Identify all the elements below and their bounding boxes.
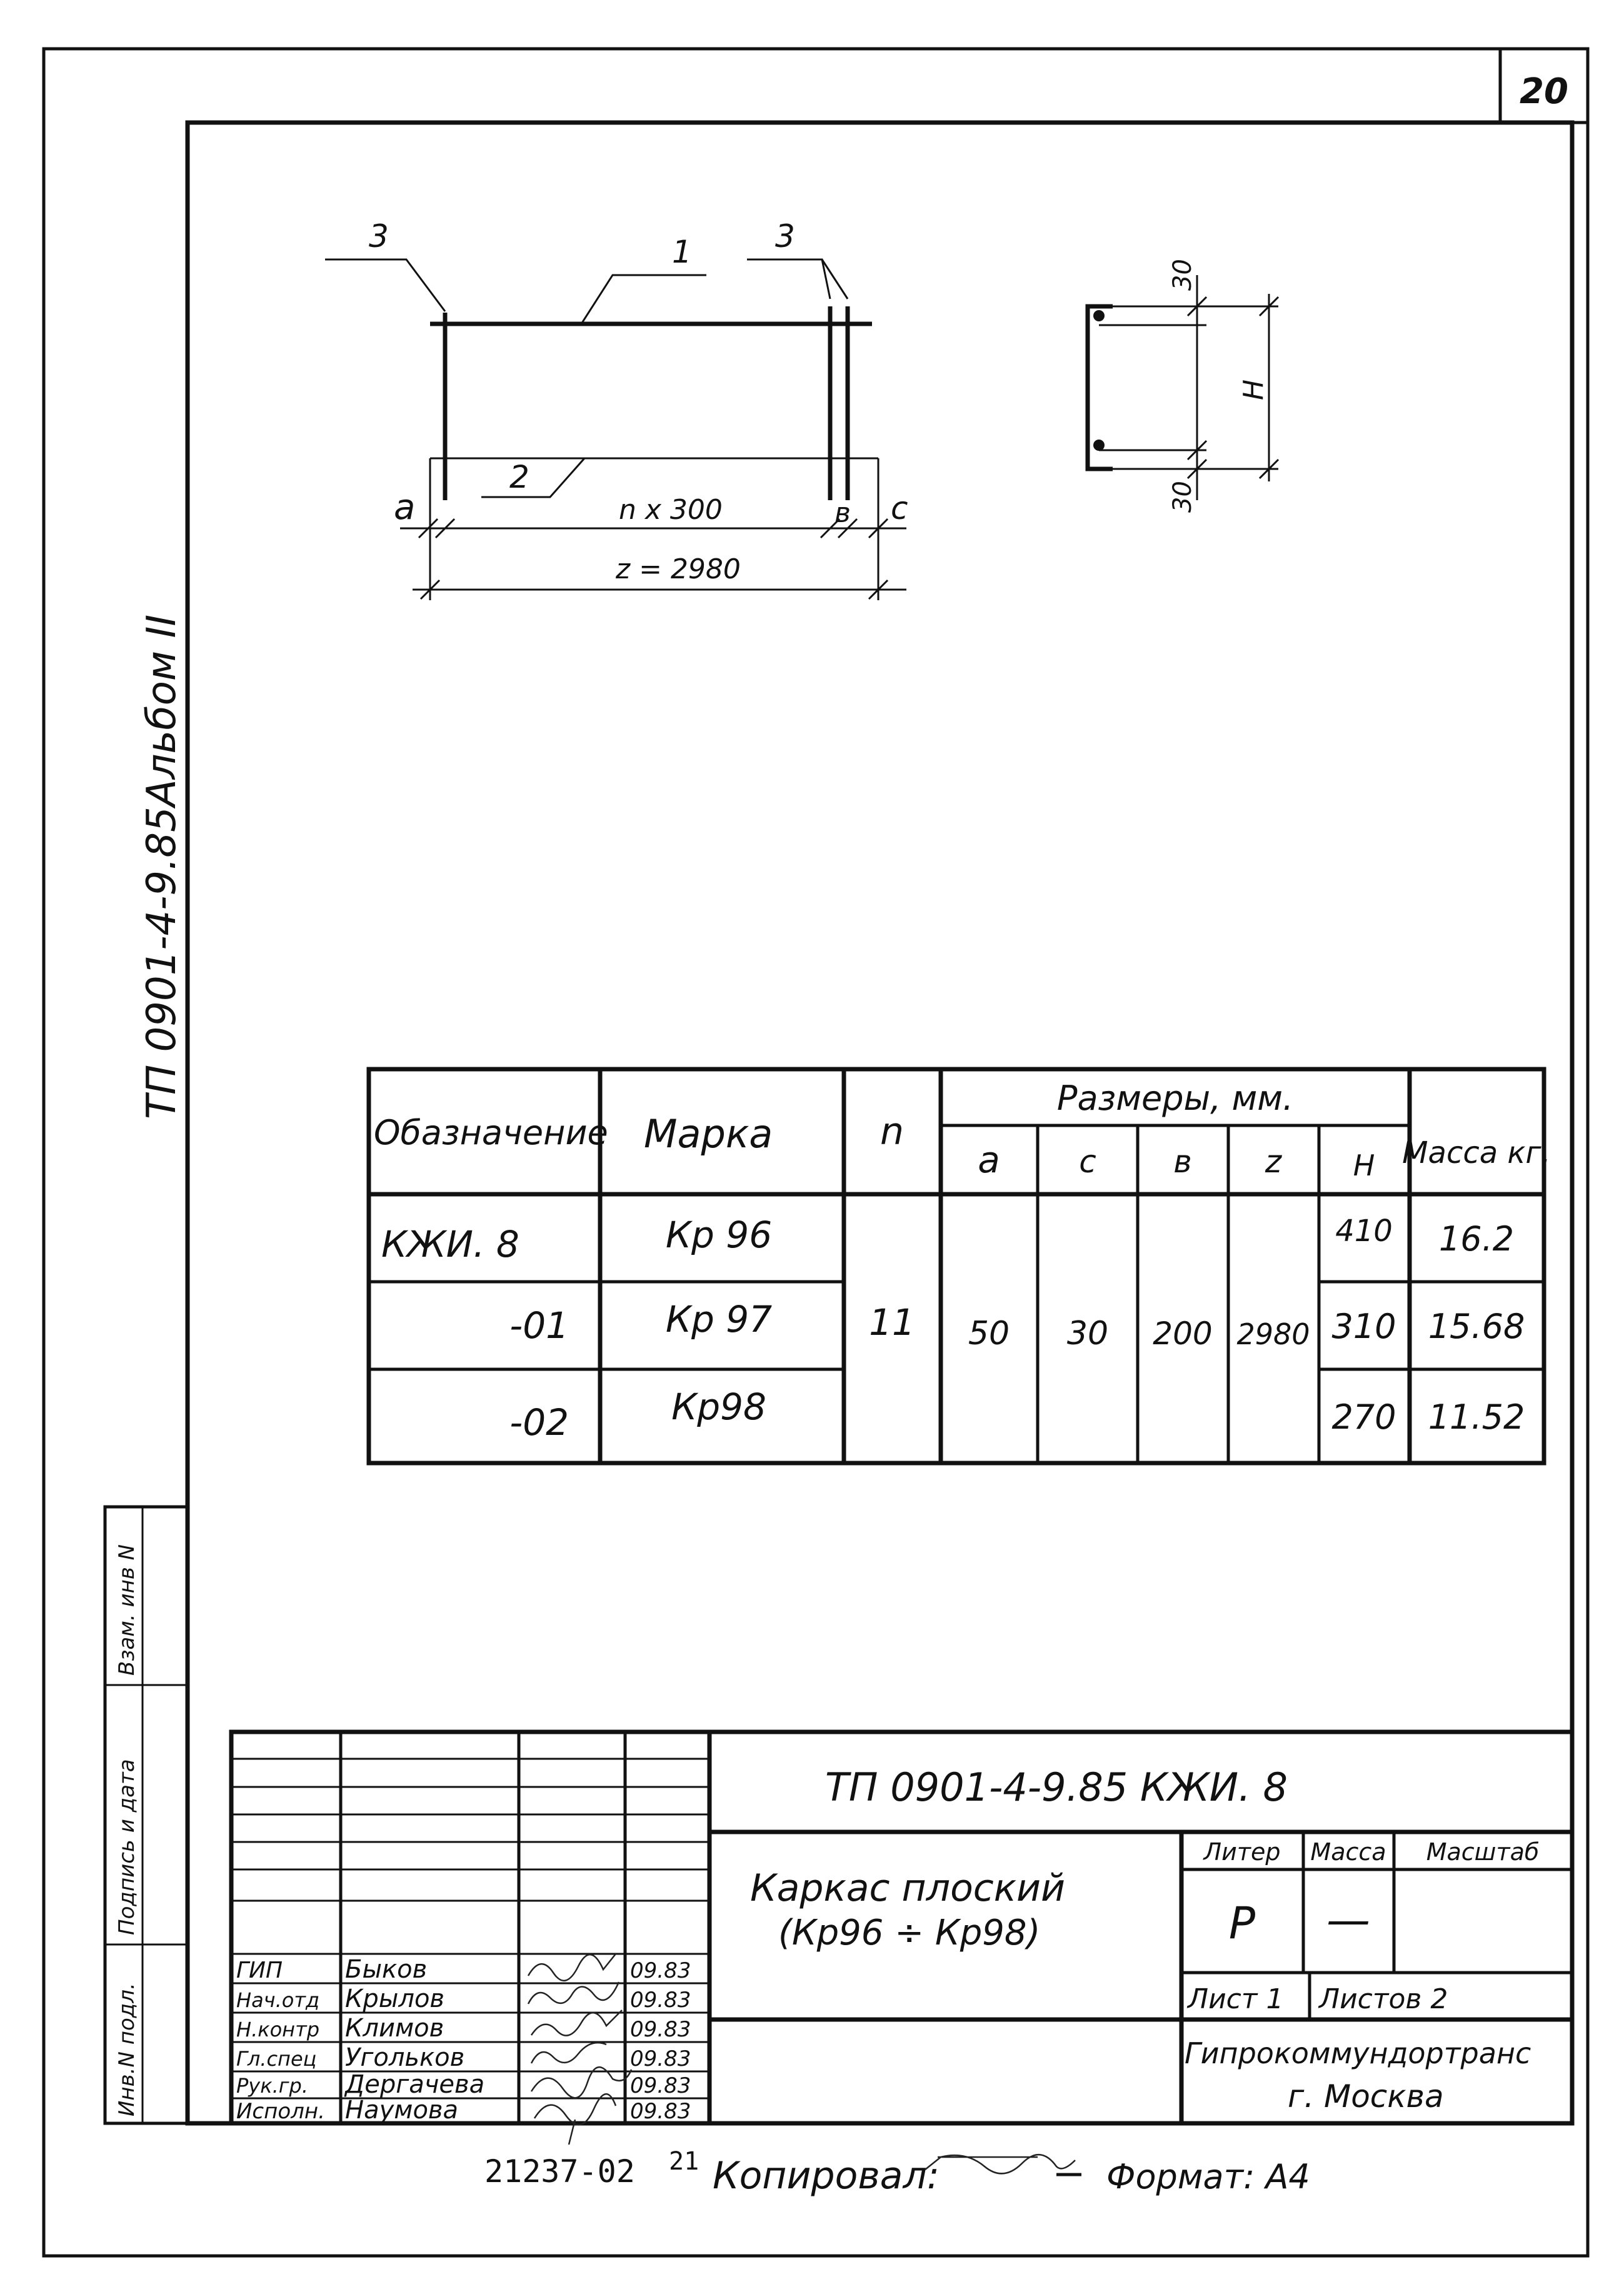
callout-3-right: 3: [775, 218, 795, 254]
row1-mark: Кр 96: [665, 1214, 773, 1256]
callout-2: 2: [509, 459, 529, 495]
staff-role-1: ГИП: [236, 1958, 283, 1983]
th-n: n: [880, 1110, 905, 1154]
sign-label: Подпись и дата: [114, 1759, 139, 1935]
mass-label: Масса: [1310, 1838, 1386, 1866]
staff-role-6: Исполн.: [236, 2099, 325, 2124]
org-line2: г. Москва: [1288, 2078, 1444, 2115]
th-designation: Обазначение: [374, 1113, 608, 1152]
row1-mass: 16.2: [1438, 1219, 1515, 1259]
frame-elevation: [325, 259, 906, 600]
staff-date-6: 09.83: [630, 2099, 691, 2124]
dim-total-label: z = 2980: [616, 553, 741, 585]
replace-label: Взам. инв N: [114, 1544, 139, 1676]
staff-name-5: Дергачева: [345, 2070, 485, 2099]
row3-designation: -02: [509, 1401, 569, 1444]
staff-role-3: Н.контр: [236, 2018, 320, 2041]
row1-designation: КЖИ. 8: [381, 1223, 519, 1265]
shared-c: 30: [1066, 1315, 1109, 1352]
row2-mark: Кр 97: [665, 1298, 773, 1341]
dim-c-label: c: [891, 490, 908, 526]
row2-designation: -01: [509, 1304, 569, 1347]
staff-name-1: Быков: [345, 1955, 428, 1984]
staff-date-3: 09.83: [630, 2017, 691, 2042]
staff-date-5: 09.83: [630, 2073, 691, 2098]
th-c: c: [1079, 1144, 1096, 1180]
staff-date-1: 09.83: [630, 1958, 691, 1983]
row2-mass: 15.68: [1428, 1307, 1525, 1346]
format-label: Формат: А4: [1106, 2157, 1310, 2196]
staff-role-4: Гл.спец: [236, 2047, 317, 2071]
dim-n300-label: n x 300: [619, 494, 723, 526]
th-mass: Масса кг.: [1402, 1135, 1551, 1170]
th-dimensions: Размеры, мм.: [1056, 1079, 1294, 1118]
side-stamp: [105, 1507, 188, 2123]
row2-h: 310: [1331, 1307, 1396, 1346]
th-mark: Марка: [644, 1111, 773, 1157]
doc-name-line2: (Кр96 ÷ Кр98): [778, 1913, 1041, 1953]
shared-n: 11: [869, 1301, 915, 1344]
staff-name-2: Крылов: [345, 1985, 444, 2013]
row3-mark: Кр98: [671, 1386, 766, 1428]
scale-label: Масштаб: [1426, 1838, 1540, 1866]
row1-h: 410: [1335, 1214, 1393, 1249]
side-title: ТП 0901-4-9.85Альбом II: [139, 614, 185, 1119]
page-ref: 21: [669, 2147, 699, 2176]
doc-name-line1: Каркас плоский: [750, 1866, 1066, 1910]
inv-label: Инв.N подл.: [114, 1983, 139, 2116]
org-line1: Гипрокоммундортранс: [1185, 2036, 1531, 2070]
liter-label: Литер: [1203, 1838, 1281, 1866]
section-top-dim: 30: [1168, 259, 1197, 291]
callout-3-left: 3: [369, 218, 389, 254]
th-a: a: [978, 1139, 1000, 1181]
section-h-dim: H: [1238, 379, 1270, 400]
section-bottom-dim: 30: [1168, 481, 1197, 513]
row3-mass: 11.52: [1428, 1397, 1525, 1437]
staff-date-4: 09.83: [630, 2046, 691, 2071]
shared-a: 50: [968, 1315, 1010, 1352]
row3-h: 270: [1331, 1397, 1396, 1437]
th-b: в: [1173, 1144, 1192, 1180]
th-h: H: [1353, 1149, 1375, 1182]
copied-by-label: Копировал:: [713, 2154, 940, 2198]
stamp-number: 21237-02: [484, 2153, 635, 2190]
dim-a-label: a: [394, 487, 416, 528]
doc-code: ТП 0901-4-9.85 КЖИ. 8: [825, 1764, 1288, 1810]
staff-date-2: 09.83: [630, 1988, 691, 2013]
staff-name-3: Климов: [345, 2014, 444, 2043]
staff-role-2: Нач.отд: [236, 1988, 320, 2012]
sheets-label: Листов 2: [1319, 1983, 1448, 2015]
sheet-label: Лист 1: [1188, 1983, 1284, 2015]
staff-name-6: Наумова: [345, 2096, 458, 2125]
copier-signature: [925, 2155, 1075, 2173]
th-z: z: [1265, 1144, 1282, 1180]
shared-z: 2980: [1236, 1317, 1310, 1351]
mass-value: —: [1326, 1894, 1370, 1946]
page-number: 20: [1520, 71, 1568, 112]
staff-name-4: Угольков: [345, 2043, 465, 2072]
dim-b-label: в: [835, 497, 851, 529]
callout-1: 1: [672, 234, 692, 270]
liter-value: Р: [1228, 1898, 1256, 1949]
shared-b: 200: [1153, 1316, 1213, 1352]
staff-role-5: Рук.гр.: [236, 2074, 309, 2098]
